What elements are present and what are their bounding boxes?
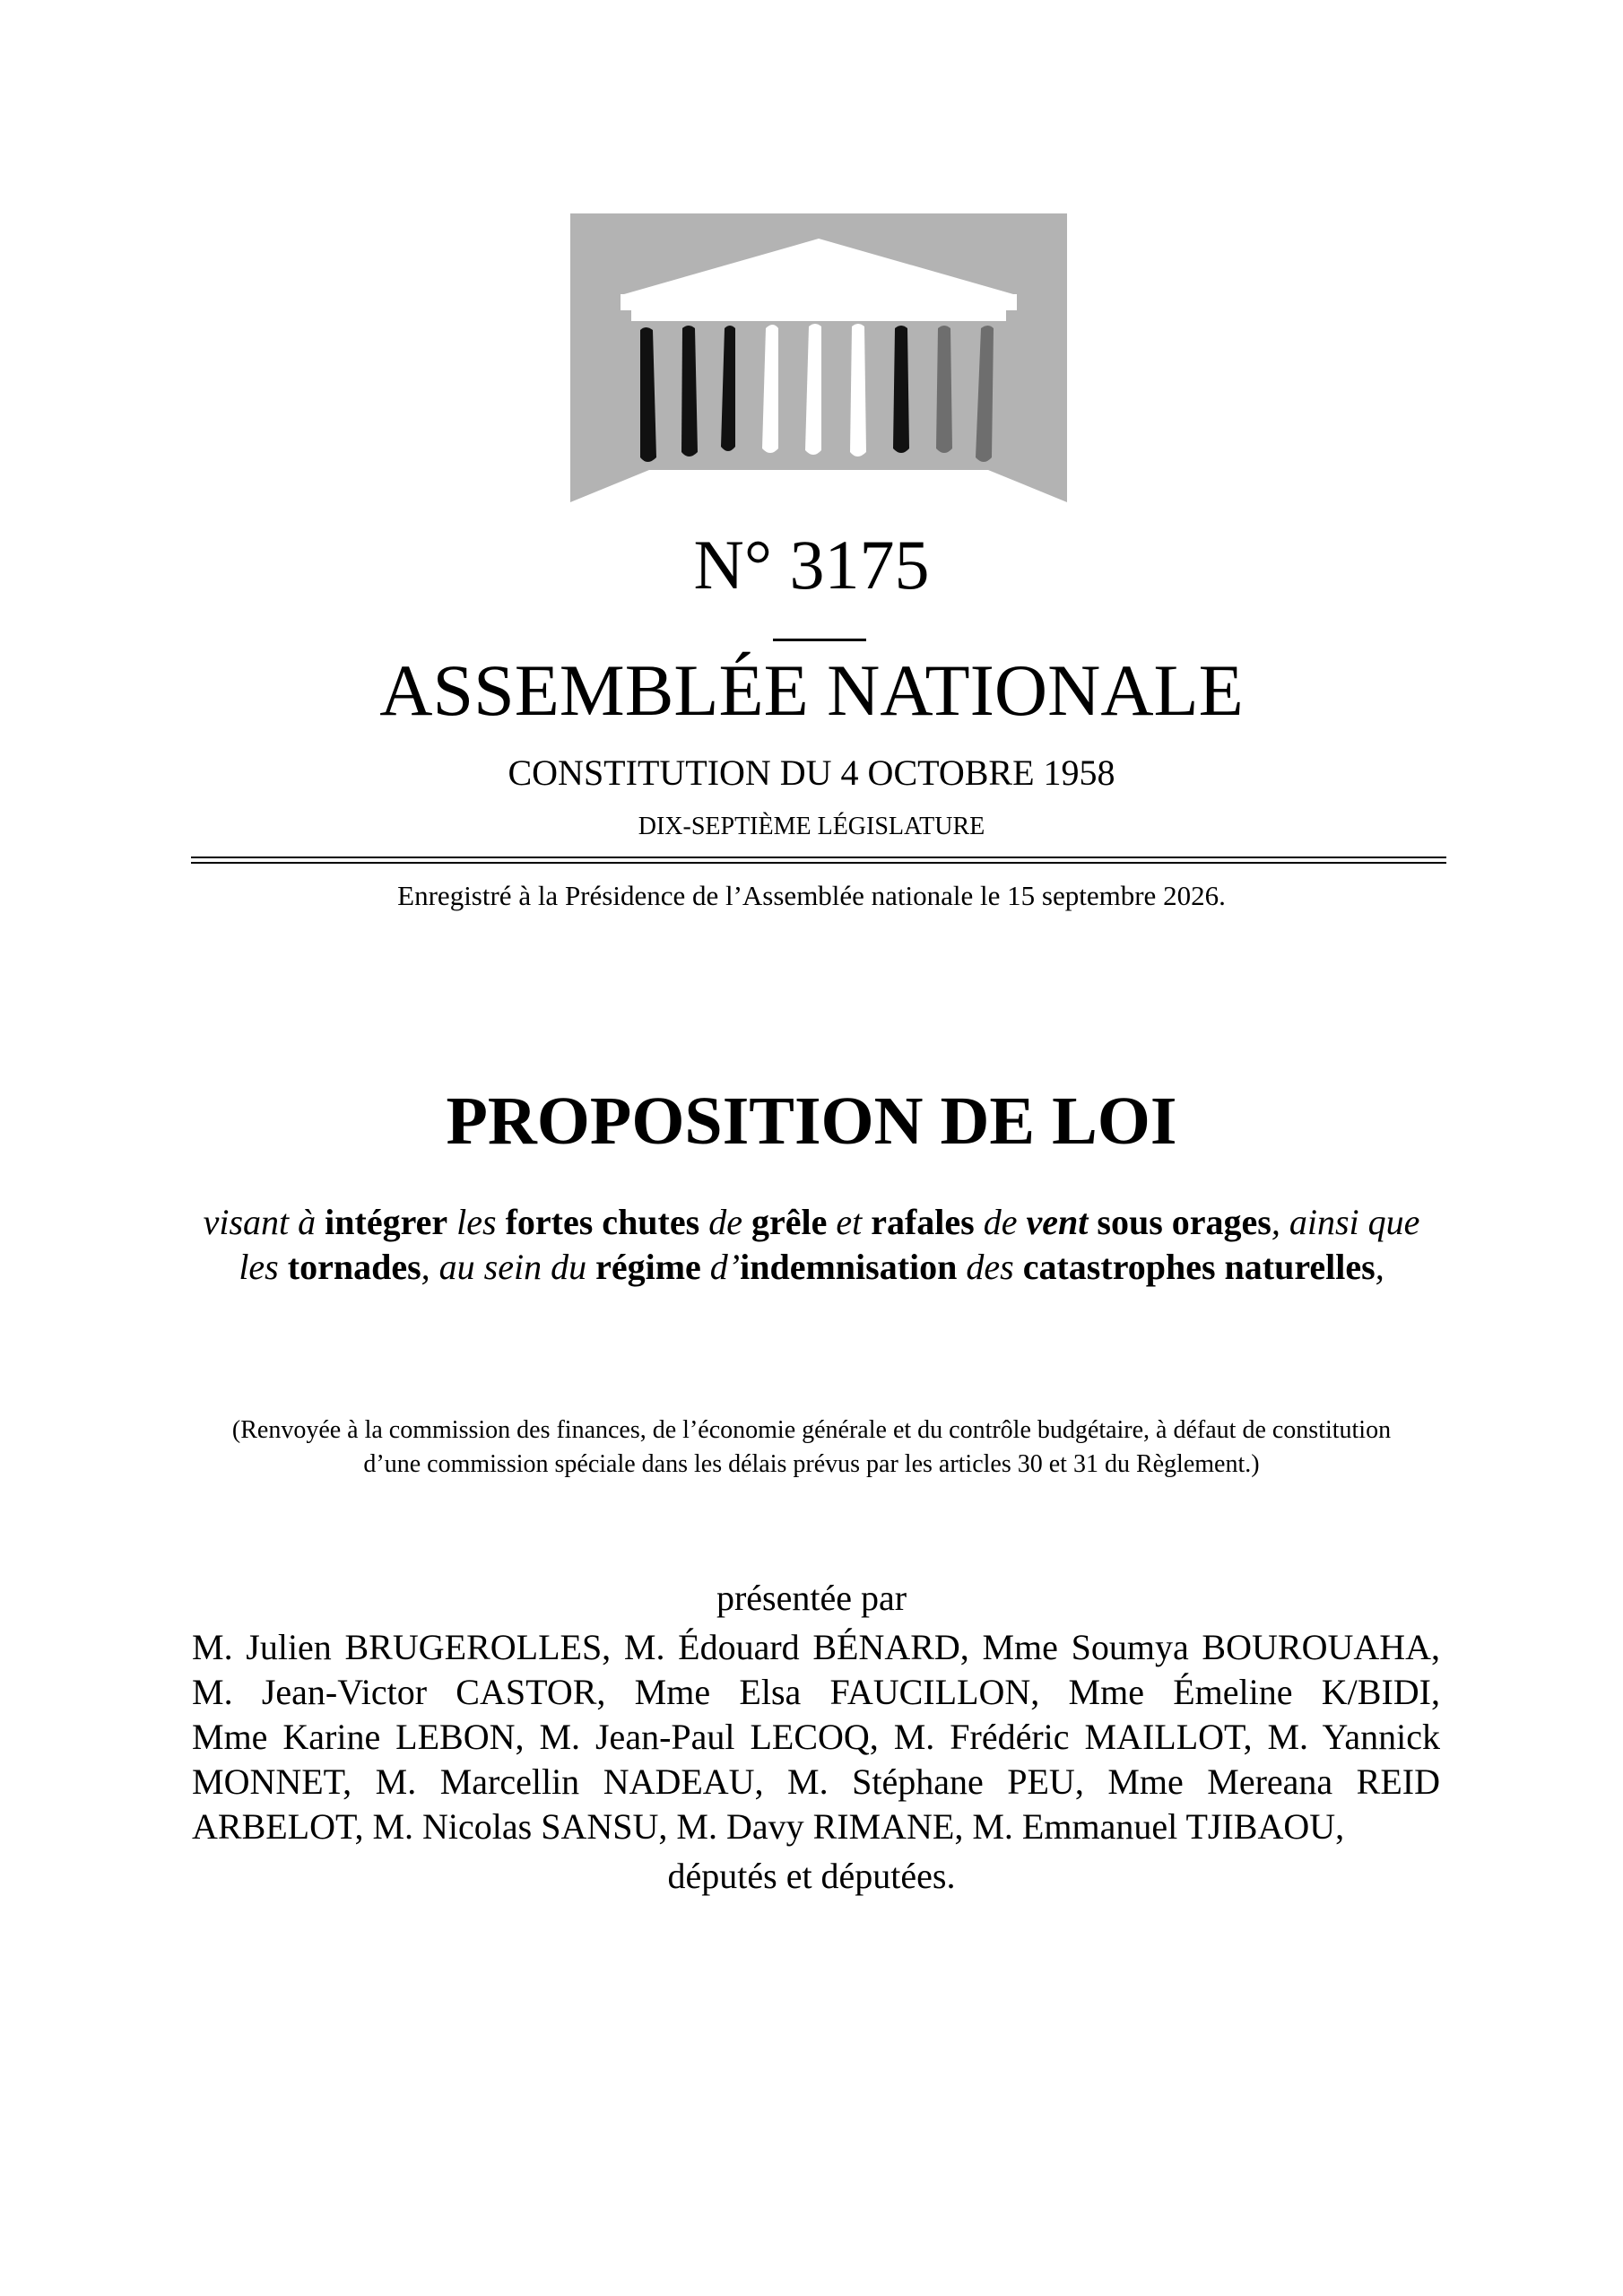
subject-run: catastrophes naturelles — [1022, 1247, 1376, 1287]
subject-run: vent — [1026, 1202, 1089, 1242]
presented-by-label: présentée par — [716, 1578, 907, 1618]
subject-run: régime — [595, 1247, 701, 1287]
subject-run: des — [957, 1247, 1023, 1287]
authors-line: ARBELOT, M. Nicolas SANSU, M. Davy RIMANE, M. Emmanuel TJIBAOU, — [192, 1806, 1345, 1847]
referral-line: d’une commission spéciale dans les délais prévus par les articles 30 et 31 du Règlement.) — [363, 1450, 1260, 1478]
registration-line: Enregistré à la Présidence de l’Assemblée nationale le 15 septembre 2026. — [397, 880, 1226, 911]
legislature-line: DIX-SEPTIÈME LÉGISLATURE — [638, 813, 985, 840]
subject-run: grêle — [751, 1202, 828, 1242]
authors-line: M. Jean-Victor CASTOR, Mme Elsa FAUCILLON, Mme Émeline K/BIDI, — [192, 1672, 1440, 1712]
subject-run: et — [827, 1202, 872, 1242]
subject-run: intégrer — [325, 1202, 448, 1242]
subject-run: , ainsi que les — [239, 1202, 1420, 1287]
authors-line: MONNET, M. Marcellin NADEAU, M. Stéphane PEU, Mme Mereana REID — [192, 1761, 1440, 1802]
referral-note — [143, 1413, 1480, 1482]
document-subject — [179, 1200, 1444, 1290]
header-divider — [191, 857, 1446, 864]
subject-run: les — [447, 1202, 506, 1242]
subject-run: tornades — [287, 1247, 421, 1287]
subject-run: sous orages — [1088, 1202, 1271, 1242]
assemblee-nationale-logo-icon — [570, 213, 1067, 502]
subject-run: d’ — [700, 1247, 741, 1287]
subject-run: de — [974, 1202, 1027, 1242]
subject-run: de — [699, 1202, 751, 1242]
subject-run: indemnisation — [740, 1247, 958, 1287]
constitution-line: CONSTITUTION DU 4 OCTOBRE 1958 — [508, 752, 1115, 793]
authors-line: M. Julien BRUGEROLLES, M. Édouard BÉNARD, Mme Soumya BOUROUAHA, — [192, 1627, 1440, 1667]
subject-run: , — [1375, 1247, 1384, 1287]
document-number: N° 3175 — [693, 526, 930, 604]
assembly-name: ASSEMBLÉE NATIONALE — [379, 649, 1244, 731]
deputies-label: députés et députées. — [667, 1856, 956, 1896]
authors-list — [192, 1625, 1440, 1849]
subject-run: , au sein du — [421, 1247, 596, 1287]
subject-run: rafales — [871, 1202, 975, 1242]
subject-run: fortes chutes — [505, 1202, 700, 1242]
document-type-title: PROPOSITION DE LOI — [446, 1083, 1177, 1159]
authors-line: Mme Karine LEBON, M. Jean-Paul LECOQ, M. Frédéric MAILLOT, M. Yannick — [192, 1717, 1440, 1757]
number-underline — [773, 639, 866, 641]
subject-run: visant à — [203, 1202, 325, 1242]
referral-line: (Renvoyée à la commission des finances, de l’économie générale et du contrôle budgétaire, à défaut de constitution — [231, 1416, 1392, 1444]
